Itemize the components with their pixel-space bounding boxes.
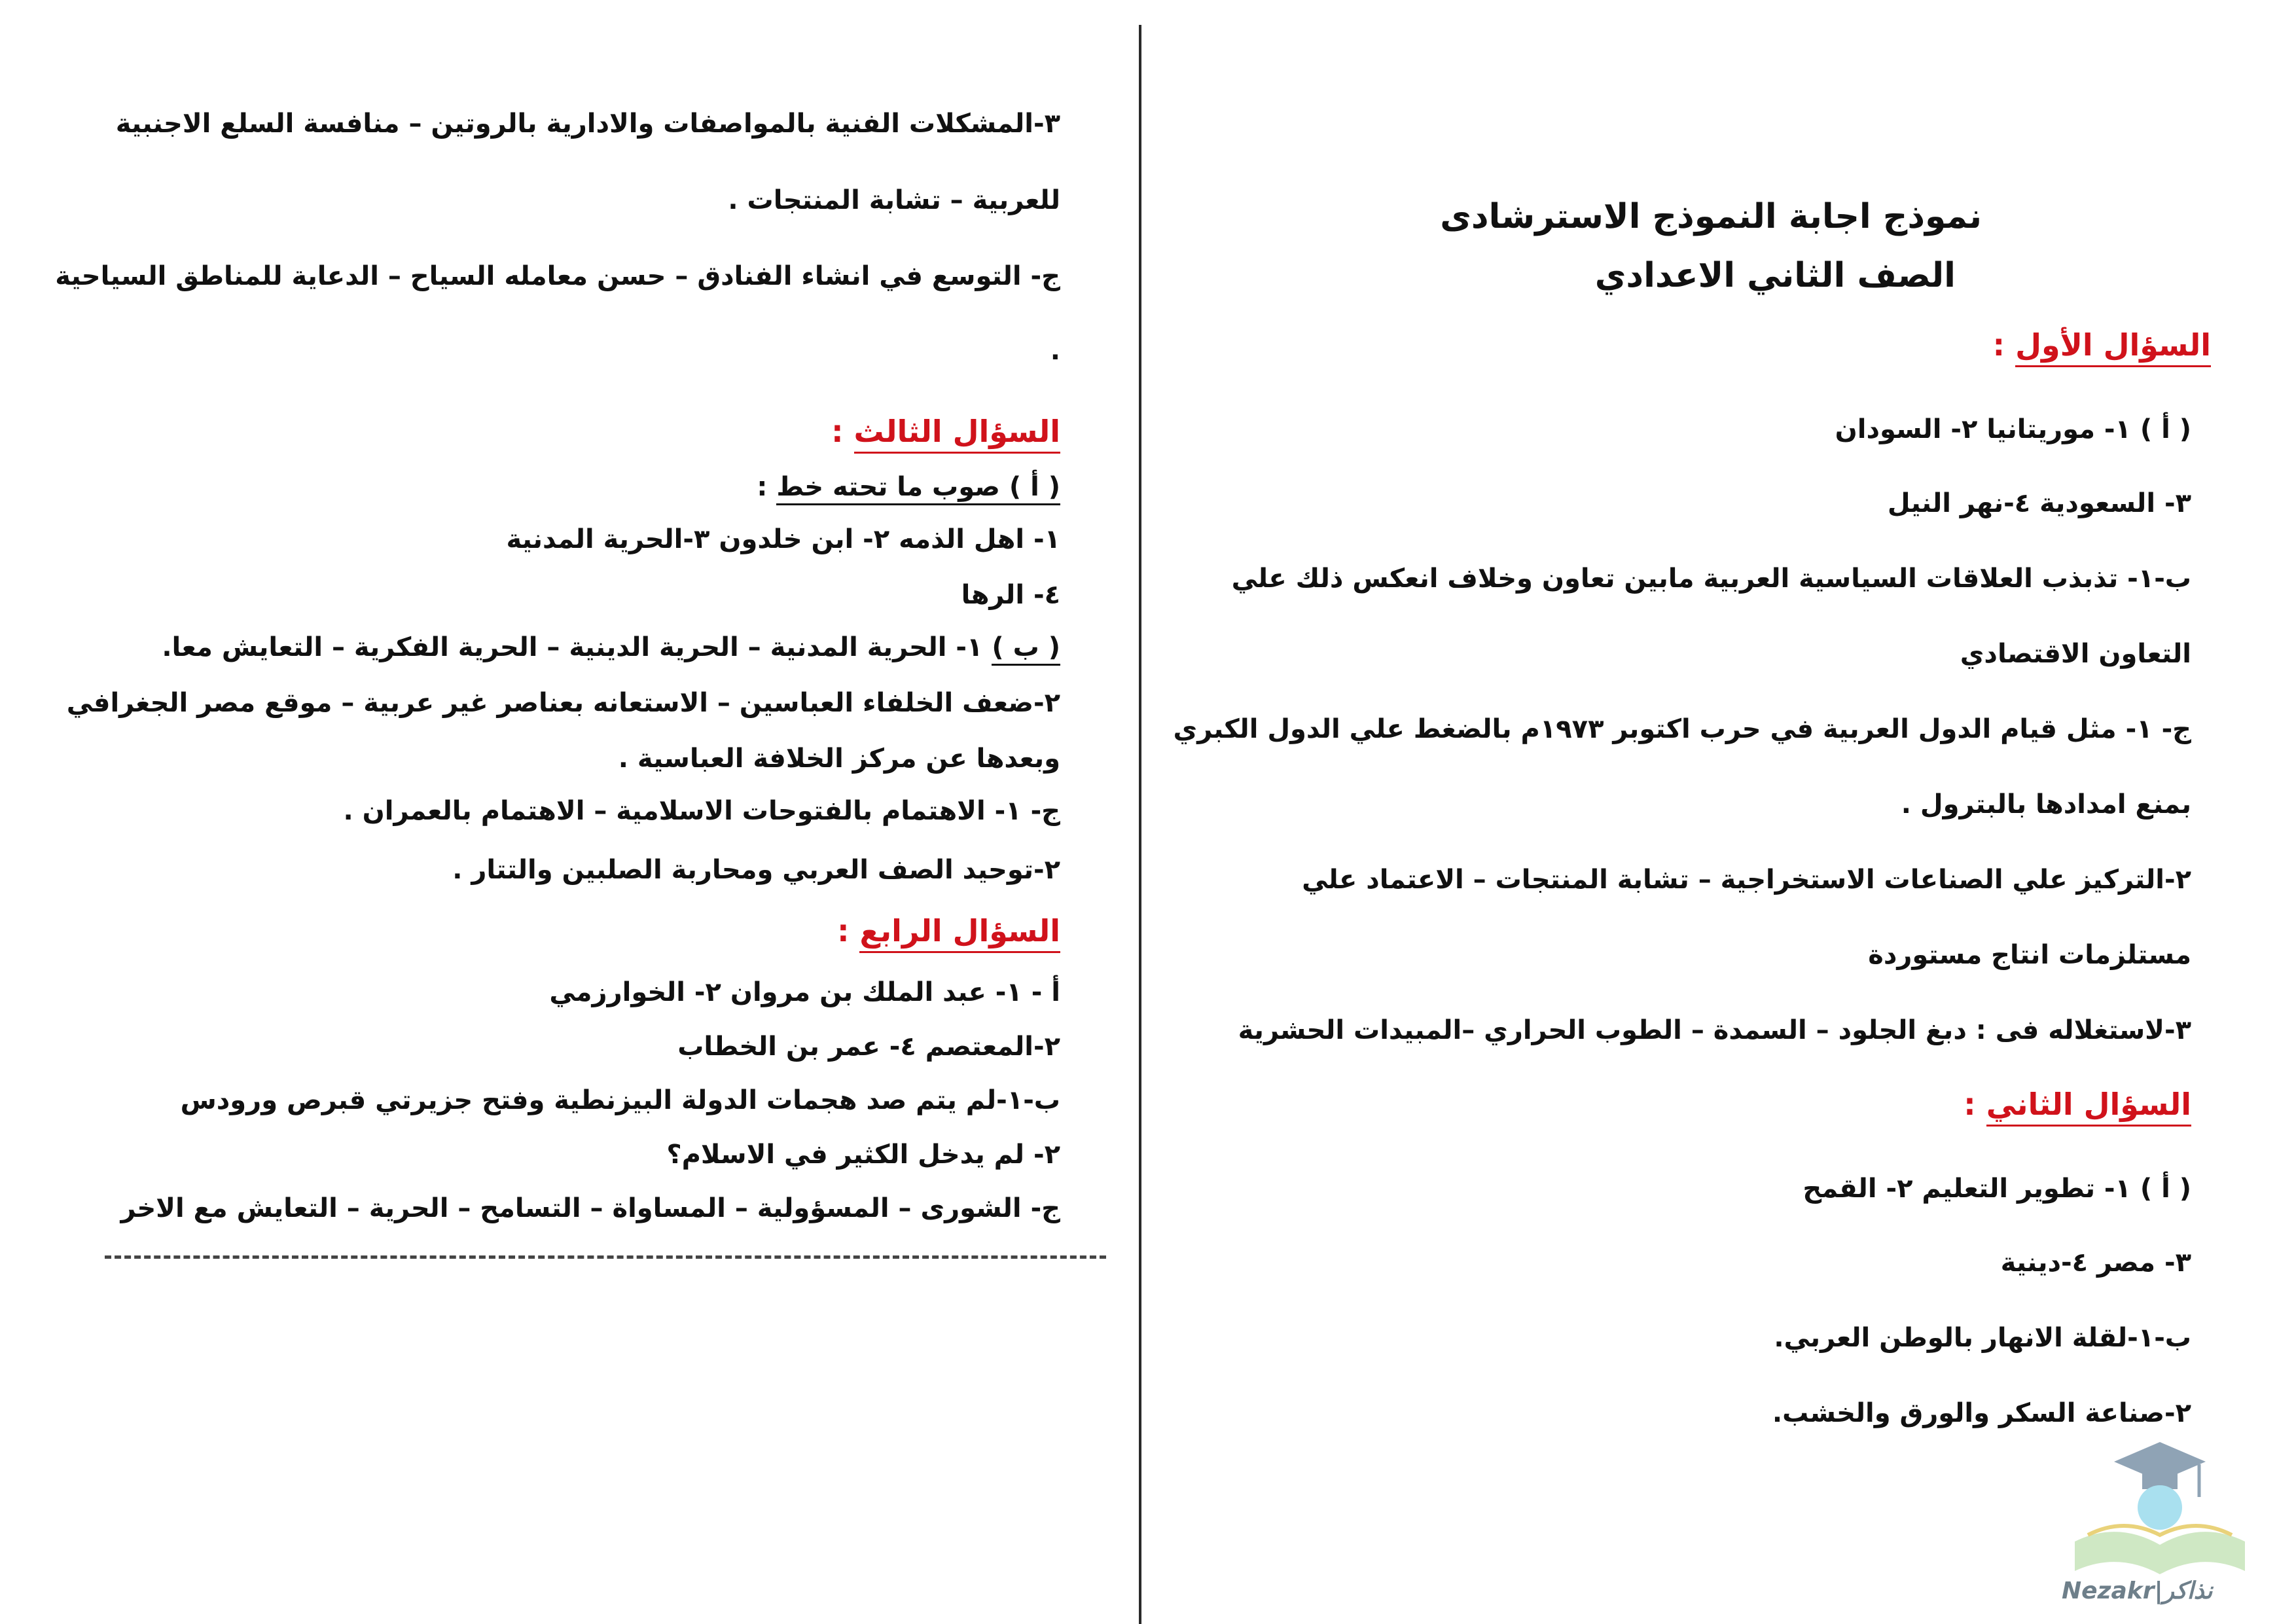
- q2-part-b-line-4: للعربية – تشابة المنتجات .: [728, 185, 1060, 215]
- answer-model-title: نموذج اجابة النموذج الاسترشادى: [1440, 197, 1982, 236]
- question-2-heading: [1964, 1087, 2191, 1123]
- q1-part-c-line-2: بمنع امدادها بالبترول .: [1901, 789, 2191, 820]
- question-3-heading-colon: :: [831, 414, 844, 449]
- q3-part-b-line-1-text: ١- الحرية المدنية – الحرية الدينية – الحرية الفكرية – التعايش معا.: [162, 632, 983, 662]
- q1-part-c-line-4: مستلزمات انتاج مستوردة: [1868, 940, 2191, 970]
- question-2-heading-colon: :: [1964, 1087, 1976, 1122]
- question-1-heading-colon: :: [1992, 327, 2005, 363]
- q3-part-c-line-1: ج- ١- الاهتمام بالفتوحات الاسلامية – الاهتمام بالعمران .: [343, 796, 1060, 826]
- grade-subtitle: الصف الثاني الاعدادي: [1594, 256, 1956, 295]
- q1-part-b-line-1: ب-١- تذبذب العلاقات السياسية العربية مابين تعاون وخلاف انعكس ذلك علي: [1231, 564, 2191, 594]
- question-3-heading: [831, 414, 1060, 450]
- question-1-heading-text: السؤال الأول: [2015, 327, 2211, 367]
- q1-part-c-line-3: ٢-التركيز علي الصناعات الاستخراجية – تشابة المنتجات – الاعتماد علي: [1302, 865, 2191, 895]
- column-divider: [1139, 25, 1141, 1624]
- question-3-heading-text: السؤال الثالث: [854, 414, 1060, 454]
- question-4-heading-text: السؤال الرابع: [859, 913, 1060, 953]
- q3-part-a-label-colon: :: [757, 472, 768, 502]
- q1-part-a-line-1: ( أ ) ١- موريتانيا ٢- السودان: [1835, 414, 2191, 444]
- q3-part-a-line-2: ٤- الرها: [961, 580, 1060, 610]
- q4-part-a-line-1: أ - ١- عبد الملك بن مروان ٢- الخوارزمي: [549, 977, 1060, 1007]
- q4-part-c-line-1: ج- الشورى – المسؤولية – المساواة – التسامح – الحرية – التعايش مع الاخر: [120, 1193, 1060, 1223]
- q3-part-a-line-1: ١- اهل الذمه ٢- ابن خلدون ٣-الحرية المدنية: [506, 524, 1060, 554]
- q1-part-c-line-5: ٣-لاستغلاله فى : دبغ الجلود – السمدة – الطوب الحراري –المبيدات الحشرية: [1238, 1015, 2191, 1045]
- nezakr-logo-icon: [2065, 1437, 2255, 1600]
- left-column: [0, 0, 1139, 1624]
- q4-part-a-line-2: ٢-المعتصم ٤- عمر بن الخطاب: [677, 1032, 1060, 1062]
- q1-part-b-line-2: التعاون الاقتصادي: [1960, 639, 2191, 669]
- q4-part-b-line-2: ٢- لم يدخل الكثير في الاسلام؟: [666, 1140, 1060, 1170]
- q2-part-c-line-2: .: [1050, 336, 1060, 366]
- q2-part-b-line-2: ٢-صناعة السكر والورق والخشب.: [1772, 1398, 2191, 1428]
- q2-part-b-line-3: ٣-المشكلات الفنية بالمواصفات والادارية بالروتين – منافسة السلع الاجنبية: [115, 109, 1060, 139]
- q4-part-b-line-1: ب-١-لم يتم صد هجمات الدولة البيزنطية وفتح جزيرتي قبرص ورودس: [180, 1085, 1060, 1115]
- nezakr-logo-text: Nezakr|نذاكر: [2062, 1578, 2213, 1604]
- q2-part-b-line-1: ب-١-لقلة الانهار بالوطن العربي.: [1774, 1323, 2191, 1353]
- question-1-heading: [1993, 327, 2211, 363]
- dashed-separator: [105, 1255, 1106, 1259]
- q3-part-b-label: ( ب ): [992, 632, 1060, 666]
- q3-part-b-line-3: وبعدها عن مركز الخلافة العباسية .: [618, 744, 1060, 774]
- q2-part-c-line-1: ج- التوسع في انشاء الفنادق – حسن معامله السياح – الدعاية للمناطق السياحية: [55, 261, 1060, 291]
- question-4-heading: [837, 913, 1060, 949]
- q1-part-c-line-1: ج- ١- مثل قيام الدول العربية في حرب اكتوبر ١٩٧٣م بالضغط علي الدول الكبري: [1173, 714, 2191, 744]
- q3-part-b-line-1: [162, 632, 1060, 663]
- q2-part-a-line-2: ٣- مصر ٤-دينية: [2000, 1248, 2191, 1278]
- question-4-heading-colon: :: [837, 913, 850, 948]
- q3-part-a-label: [757, 471, 1060, 503]
- q3-part-c-line-2: ٢-توحيد الصف العربي ومحاربة الصلبين والتتار .: [452, 855, 1060, 885]
- question-2-heading-text: السؤال الثاني: [1986, 1087, 2191, 1127]
- q2-part-a-line-1: ( أ ) ١- تطوير التعليم ٢- القمح: [1803, 1174, 2191, 1204]
- right-column: [1145, 0, 2296, 1624]
- q1-part-a-line-2: ٣- السعودية ٤-نهر النيل: [1887, 488, 2191, 518]
- q3-part-b-line-2: ٢-ضعف الخلفاء العباسين – الاستعانه بعناصر غير عربية – موقع مصر الجغرافي: [66, 688, 1060, 718]
- q3-part-a-label-text: ( أ ) صوب ما تحته خط: [776, 472, 1060, 505]
